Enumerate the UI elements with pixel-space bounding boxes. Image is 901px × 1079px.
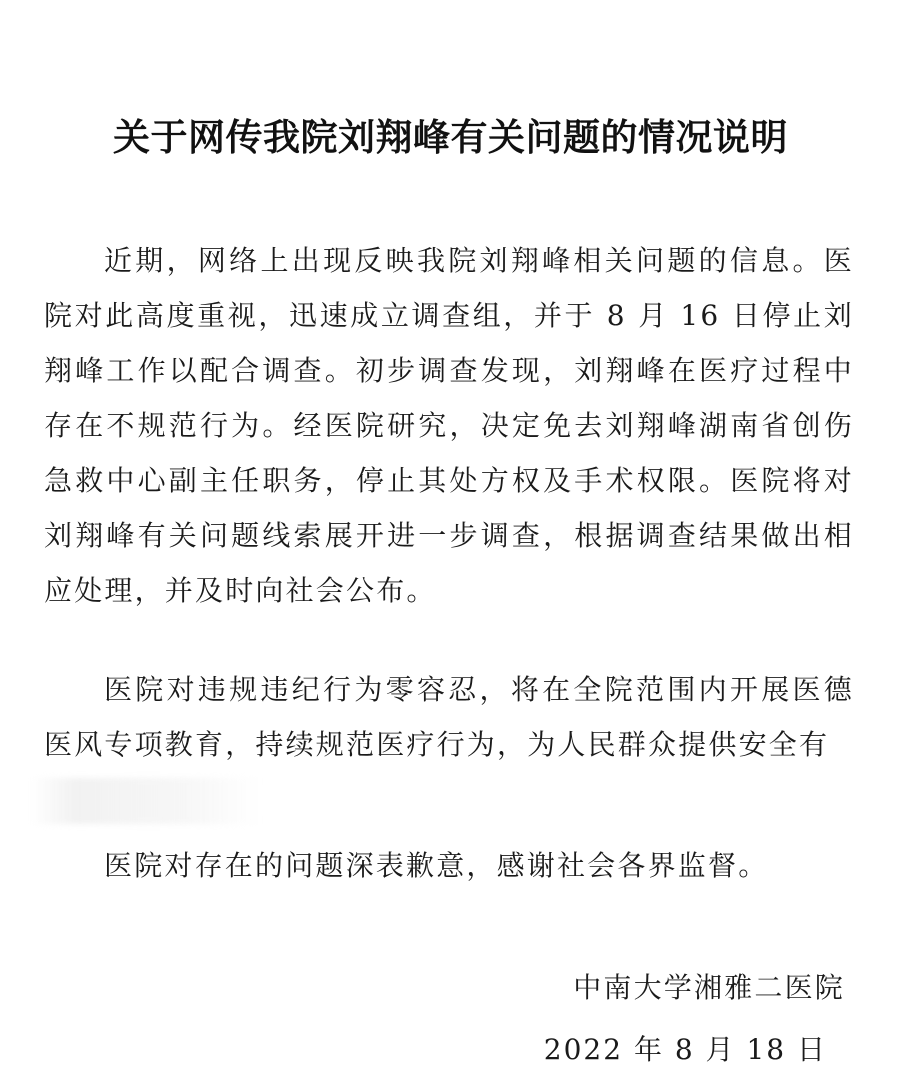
issue-date: 2022 年 8 月 18 日 — [543, 1033, 827, 1066]
blurred-text-region — [30, 778, 260, 824]
document-title: 关于网传我院刘翔峰有关问题的情况说明 — [113, 116, 788, 159]
paragraph-zero-tolerance: 医院对违规违纪行为零容忍，将在全院范围内开展医德医风专项教育，持续规范医疗行为，为人民群众提供安全有 — [44, 673, 854, 761]
paragraph-investigation: 近期，网络上出现反映我院刘翔峰相关问题的信息。医院对此高度重视，迅速成立调查组，并于 8 月 16 日停止刘翔峰工作以配合调查。初步调查发现，刘翔峰在医疗过程中存在不规范行为。经医院研究，决定免去刘翔峰湖南省创伤急救中心副主任职务，停止其处方权及手术权限。医院将对刘翔峰有关问题线索展开进一步调查，根据调查结果做出相应处理，并及时向社会公布。 — [44, 244, 854, 607]
issuer-signature: 中南大学湘雅二医院 — [573, 971, 845, 1004]
paragraph-apology: 医院对存在的问题深表歉意，感谢社会各界监督。 — [104, 849, 769, 882]
